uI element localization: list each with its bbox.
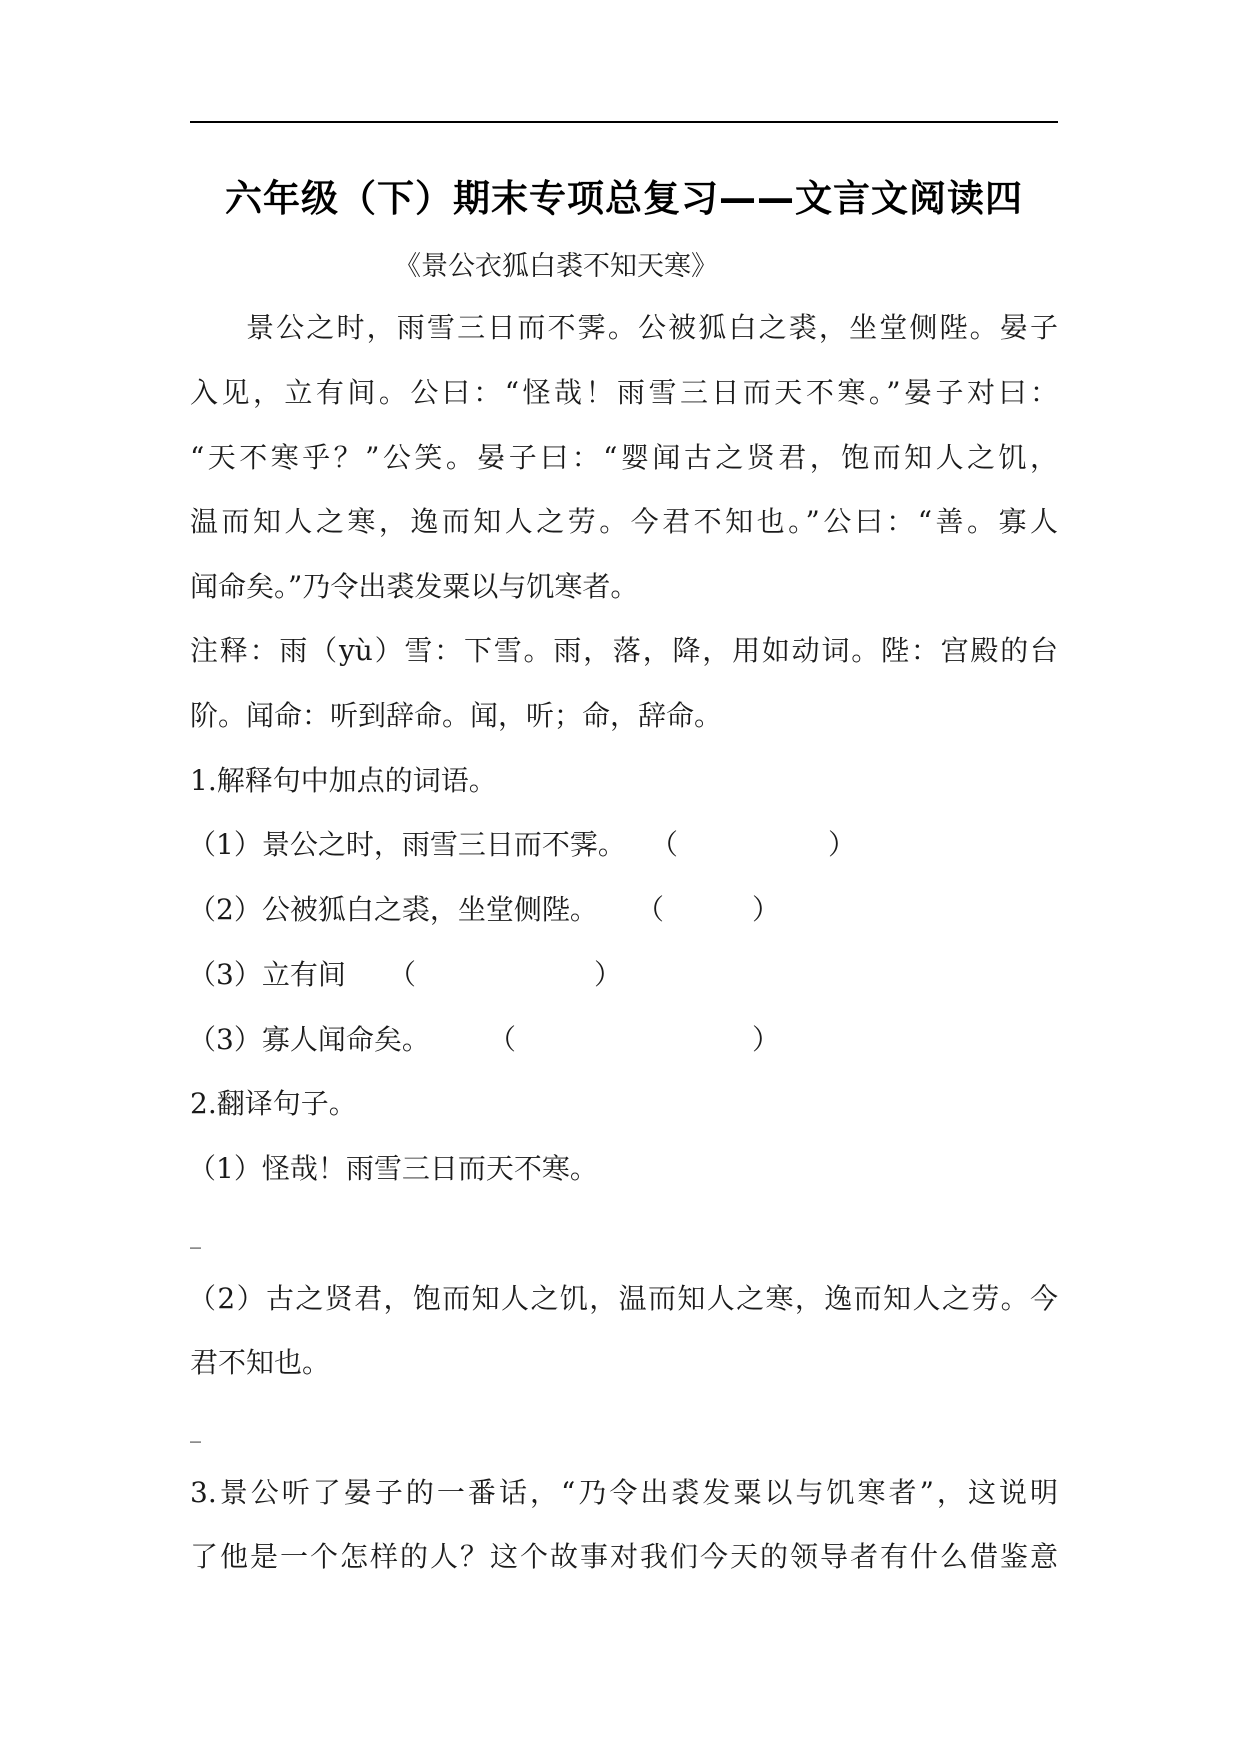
question-1-item: （2）公被狐白之裘，坐堂侧陛。 <box>188 893 598 926</box>
question-2-item: （1）怪哉！雨雪三日而天不寒。 <box>188 1152 598 1185</box>
notes-line: 注释：雨（yù）雪：下雪。雨，落，降，用如动词。陛：宫殿的台 <box>190 634 1058 667</box>
question-2-item: 君不知也。 <box>190 1346 331 1379</box>
passage-line: “天不寒乎？”公笑。晏子曰：“婴闻古之贤君，饱而知人之饥， <box>190 441 1058 474</box>
answer-line-mark[interactable]: _ <box>190 1418 201 1443</box>
page-title: 六年级（下）期末专项总复习——文言文阅读四 <box>225 177 1023 220</box>
answer-blank-close: ） <box>752 1023 781 1056</box>
answer-blank-open[interactable]: （ <box>650 828 679 861</box>
answer-line-mark[interactable]: _ <box>190 1224 201 1249</box>
passage-title: 《景公衣狐白裘不知天寒》 <box>394 251 718 282</box>
question-2-item: （2）古之贤君，饱而知人之饥，温而知人之寒，逸而知人之劳。今 <box>188 1282 1058 1315</box>
passage-line: 入见，立有间。公曰：“怪哉！雨雪三日而天不寒。”晏子对曰： <box>190 376 1058 409</box>
answer-blank-open[interactable]: （ <box>388 958 417 991</box>
answer-blank-close: ） <box>594 958 623 991</box>
passage-line: 闻命矣。”乃令出裘发粟以与饥寒者。 <box>190 570 639 603</box>
answer-blank-close: ） <box>828 828 857 861</box>
question-3-line: 了他是一个怎样的人？这个故事对我们今天的领导者有什么借鉴意 <box>190 1540 1058 1573</box>
header-rule <box>190 121 1058 123</box>
question-3-line: 3.景公听了晏子的一番话，“乃令出裘发粟以与饥寒者”，这说明 <box>190 1476 1058 1509</box>
question-1-heading: 1.解释句中加点的词语。 <box>190 764 497 797</box>
passage-line: 温而知人之寒，逸而知人之劳。今君不知也。”公曰：“善。寡人 <box>190 505 1058 538</box>
answer-blank-close: ） <box>752 893 781 926</box>
question-1-item: （3）立有间 <box>188 958 346 991</box>
question-1-item: （1）景公之时，雨雪三日而不霁。 <box>188 828 626 861</box>
answer-blank-open[interactable]: （ <box>488 1023 517 1056</box>
question-2-heading: 2.翻译句子。 <box>190 1087 357 1120</box>
question-1-item: （3）寡人闻命矣。 <box>188 1023 430 1056</box>
passage-line: 景公之时，雨雪三日而不霁。公被狐白之裘，坐堂侧陛。晏子 <box>246 311 1058 344</box>
notes-line: 阶。闻命：听到辞命。闻，听；命，辞命。 <box>190 699 723 732</box>
answer-blank-open[interactable]: （ <box>636 893 665 926</box>
